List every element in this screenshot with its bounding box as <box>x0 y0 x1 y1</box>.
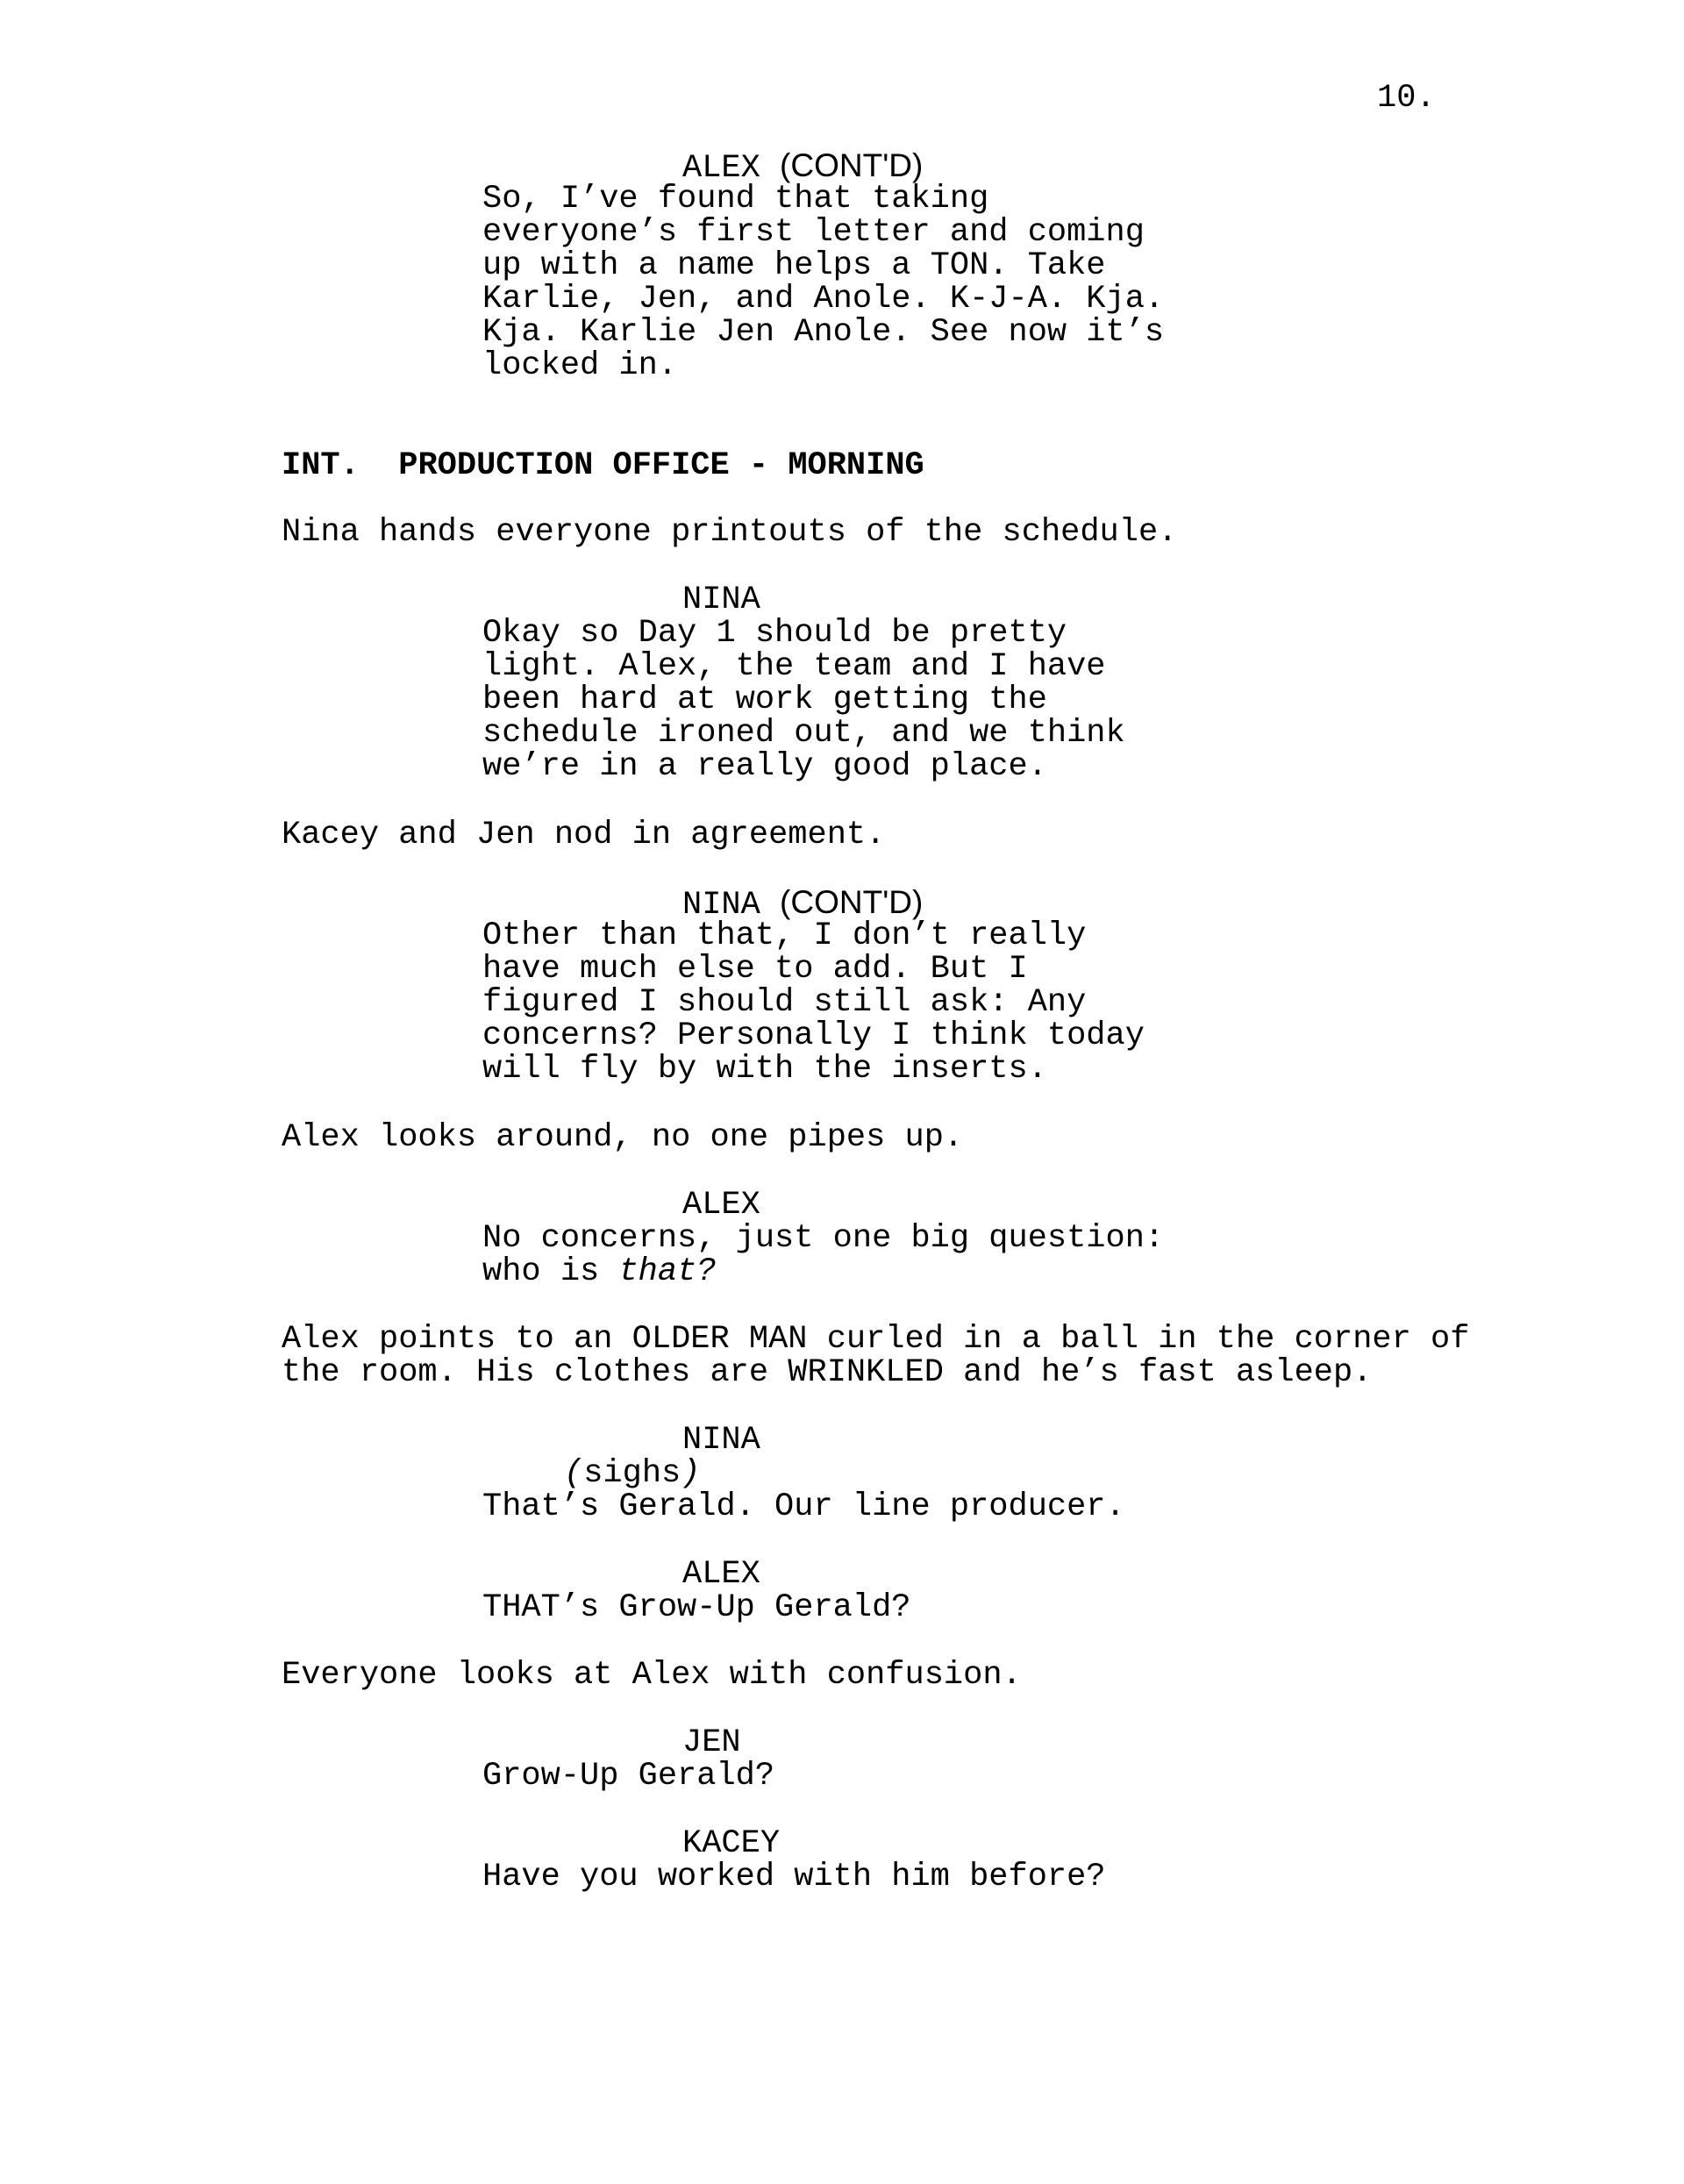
dialogue-line: up with a name helps a TON. Take <box>482 247 1106 284</box>
action-line: the room. His clothes are WRINKLED and he’s fast asleep. <box>282 1354 1373 1391</box>
dialogue-line: Kja. Karlie Jen Anole. See now it’s <box>482 314 1165 351</box>
dialogue-line: locked in. <box>482 347 678 384</box>
action-line: Nina hands everyone printouts of the schedule. <box>282 514 1178 551</box>
action-block <box>282 1323 1469 1389</box>
dialogue-line: who is that? <box>482 1253 717 1290</box>
action-line: Everyone looks at Alex with confusion. <box>282 1657 1022 1694</box>
dialogue: THAT’s Grow-Up Gerald? <box>482 1589 911 1626</box>
dialogue <box>482 919 1145 1086</box>
character-name: ALEX <box>682 1187 760 1224</box>
action-line: Kacey and Jen nod in agreement. <box>282 817 886 853</box>
dialogue: Grow-Up Gerald? <box>482 1758 775 1795</box>
character-name: NINA <box>682 582 760 618</box>
dialogue-line: we’re in a really good place. <box>482 748 1047 785</box>
parenthetical: (sighs) <box>564 1455 701 1492</box>
cont-extension: (CONT'D) <box>780 147 924 183</box>
character-name: ALEX (CONT'D) <box>682 147 924 187</box>
dialogue: Have you worked with him before? <box>482 1859 1106 1895</box>
scene-heading-prefix: INT. <box>282 447 360 484</box>
action-line: Alex looks around, no one pipes up. <box>282 1119 964 1156</box>
dialogue-line: figured I should still ask: Any <box>482 984 1087 1021</box>
dialogue-line: Karlie, Jen, and Anole. K-J-A. Kja. <box>482 281 1165 318</box>
cont-extension: (CONT'D) <box>780 884 924 920</box>
emphasis: that? <box>618 1253 717 1290</box>
character-name: KACEY <box>682 1825 781 1862</box>
dialogue-line: concerns? Personally I think today <box>482 1017 1145 1054</box>
dialogue: That’s Gerald. Our line producer. <box>482 1488 1125 1525</box>
character-name: NINA <box>682 1422 760 1459</box>
dialogue <box>482 617 1125 783</box>
dialogue-line: will fly by with the inserts. <box>482 1051 1047 1088</box>
dialogue <box>482 1222 1164 1288</box>
character-name: NINA (CONT'D) <box>682 884 924 924</box>
dialogue-line: light. Alex, the team and I have <box>482 648 1106 685</box>
dialogue-line: schedule ironed out, and we think <box>482 715 1125 752</box>
dialogue-line: been hard at work getting the <box>482 682 1047 718</box>
dialogue-line: No concerns, just one big question: <box>482 1220 1165 1257</box>
dialogue-line: Okay so Day 1 should be pretty <box>482 615 1067 652</box>
character-name: JEN <box>682 1724 741 1761</box>
action-line: Alex points to an OLDER MAN curled in a ball in the corner of <box>282 1321 1470 1358</box>
dialogue-line: have much else to add. But I <box>482 951 1028 988</box>
scene-heading <box>282 449 924 482</box>
page-number: 10. <box>1377 80 1436 117</box>
scene-heading-location: PRODUCTION OFFICE - MORNING <box>398 447 924 484</box>
dialogue <box>482 182 1164 382</box>
character-name: ALEX <box>682 1556 760 1593</box>
dialogue-line: everyone’s first letter and coming <box>482 214 1145 251</box>
dialogue-line: Other than that, I don’t really <box>482 917 1087 954</box>
dialogue-line: So, I’ve found that taking <box>482 181 989 218</box>
